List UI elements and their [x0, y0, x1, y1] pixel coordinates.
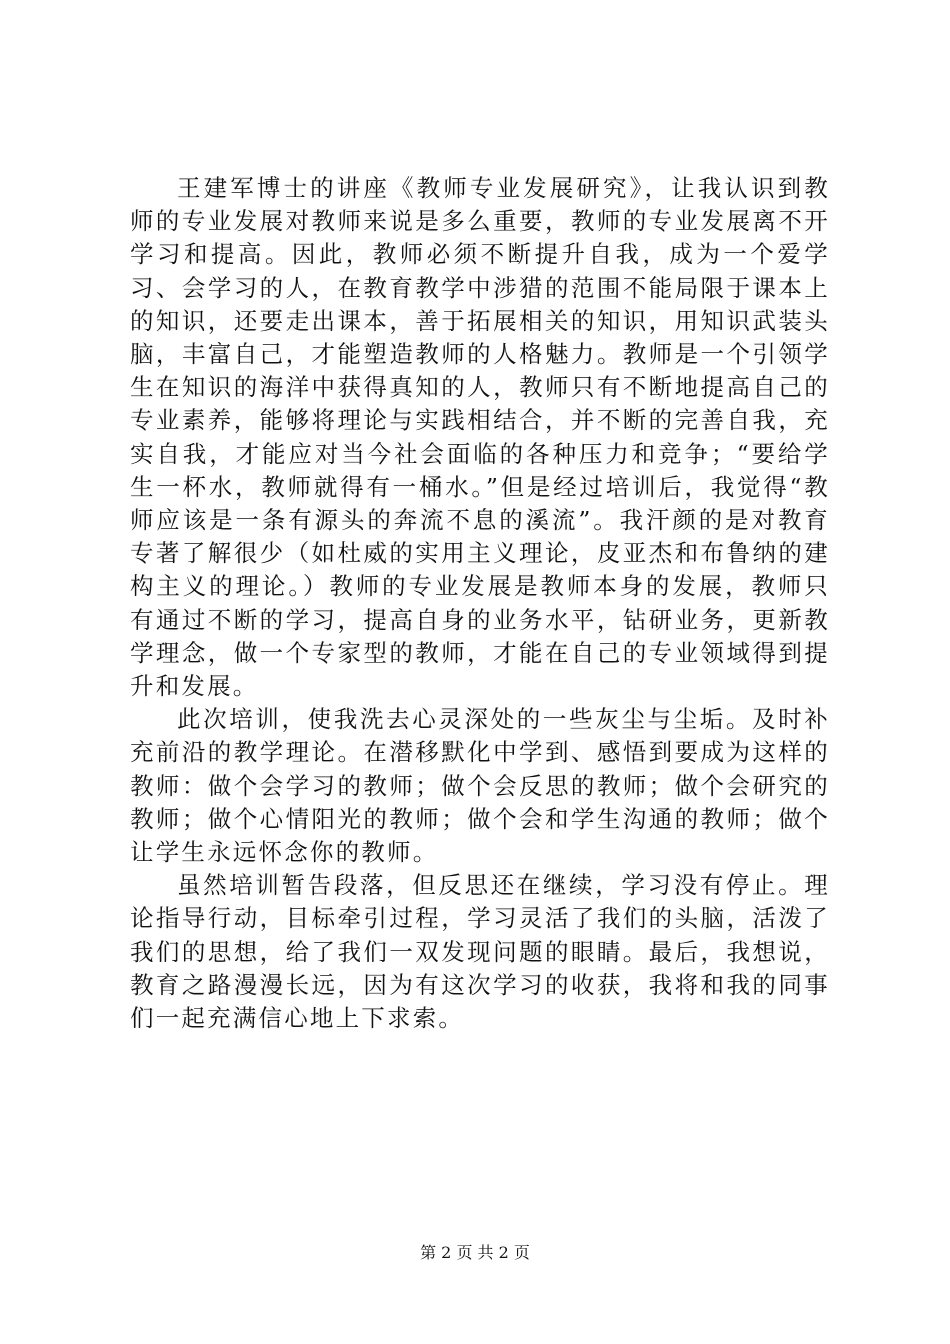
page-footer: 第 2 页 共 2 页 — [420, 1243, 530, 1262]
document-body — [130, 172, 830, 1035]
paragraph-1: 王建军博士的讲座《教师专业发展研究》，让我认识到教师的专业发展对教师来说是多么重要，教师的专业发展离不开学习和提高。因此，教师必须不断提升自我，成为一个爱学习、会学习的人，在教育教学中涉猎的范围不能局限于课本上的知识，还要走出课本，善于拓展相关的知识，用知识武装头脑，丰富自己，才能塑造教师的人格魅力。教师是一个引领学生在知识的海洋中获得真知的人，教师只有不断地提高自己的专业素养，能够将理论与实践相结合，并不断的完善自我，充实自我，才能应对当今社会面临的各种压力和竞争；“要给学生一杯水，教师就得有一桶水。”但是经过培训后，我觉得“教师应该是一条有源头的奔流不息的溪流”。我汗颜的是对教育专著了解很少（如杜威的实用主义理论，皮亚杰和布鲁纳的建构主义的理论。）教师的专业发展是教师本身的发展，教师只有通过不断的学习，提高自身的业务水平，钻研业务，更新教学理念，做一个专家型的教师，才能在自己的专业领域得到提升和发展。 — [130, 174, 830, 701]
paragraph-2: 此次培训，使我洗去心灵深处的一些灰尘与尘垢。及时补充前沿的教学理论。在潜移默化中学到、感悟到要成为这样的教师：做个会学习的教师；做个会反思的教师；做个会研究的教师；做个心情阳光的教师；做个会和学生沟通的教师；做个让学生永远怀念你的教师。 — [130, 705, 830, 867]
paragraph-3: 虽然培训暂告段落，但反思还在继续，学习没有停止。理论指导行动，目标牵引过程，学习灵活了我们的头脑，活泼了我们的思想，给了我们一双发现问题的眼睛。最后，我想说，教育之路漫漫长远，因为有这次学习的收获，我将和我的同事们一起充满信心地上下求索。 — [130, 871, 830, 1033]
